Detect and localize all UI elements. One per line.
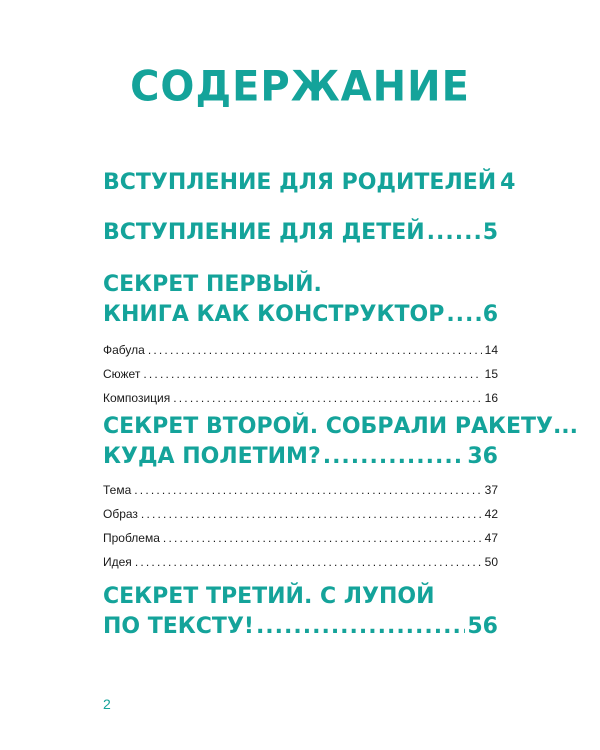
dot-leader [446,300,480,330]
toc-page-number: 36 [467,444,498,469]
toc-subitem[interactable] [103,526,498,550]
toc-subitem[interactable] [103,362,498,386]
dot-leader [134,478,481,502]
toc-subitem-page: 50 [484,555,498,569]
dot-leader [143,362,481,386]
dot-leader [173,386,481,410]
toc-subitem-label: Тема [103,483,132,497]
toc-entry-heading-line: СЕКРЕТ ВТОРОЙ. СОБРАЛИ РАКЕТУ... [103,414,579,439]
toc-subitem[interactable] [103,502,498,526]
toc-entry-secret-two [103,412,579,574]
toc-main-line[interactable] [103,218,498,248]
toc-entry-secret-one [103,270,498,410]
toc-entry-title: ПО ТЕКСТУ! [103,614,254,639]
toc-entry-secret-three [103,582,498,642]
toc-subitem-page: 15 [484,367,498,381]
toc-entry-title: ВСТУПЛЕНИЕ ДЛЯ ДЕТЕЙ [103,220,425,245]
toc-page-number: 4 [500,170,516,195]
toc-subitem-page: 16 [484,391,498,405]
toc-subitem[interactable] [103,550,498,574]
toc-main-line[interactable] [103,168,516,198]
page-number-folio: 2 [103,696,111,712]
toc-subitem-list [103,338,498,410]
toc-entry-title: КУДА ПОЛЕТИМ? [103,444,321,469]
toc-subitem-page: 42 [484,507,498,521]
toc-page-number: 5 [482,220,498,245]
toc-subitem-page: 47 [484,531,498,545]
toc-main-line[interactable] [103,442,498,472]
toc-subitem-page: 37 [484,483,498,497]
toc-entry-heading-line: СЕКРЕТ ПЕРВЫЙ. [103,272,322,297]
toc-title: СОДЕРЖАНИЕ [130,62,470,112]
toc-subitem-label: Фабула [103,343,145,357]
dot-leader [141,502,482,526]
toc-subitem-label: Композиция [103,391,171,405]
toc-subitem[interactable] [103,478,498,502]
toc-subitem-page: 14 [484,343,498,357]
toc-subitem-list [103,478,498,574]
toc-entry-children-intro [103,218,498,248]
toc-entry-parents-intro [103,168,516,198]
dot-leader [323,442,466,472]
toc-entry-title: ВСТУПЛЕНИЕ ДЛЯ РОДИТЕЛЕЙ [103,170,497,195]
toc-entry-title: КНИГА КАК КОНСТРУКТОР [103,302,445,327]
toc-subitem-label: Проблема [103,531,160,545]
dot-leader [427,218,481,248]
dot-leader [148,338,482,362]
toc-subitem[interactable] [103,386,498,410]
toc-subitem[interactable] [103,338,498,362]
dot-leader [135,550,482,574]
toc-entry-heading-line: СЕКРЕТ ТРЕТИЙ. С ЛУПОЙ [103,584,435,609]
dot-leader [256,612,465,642]
toc-page-number: 6 [482,302,498,327]
toc-page-number: 56 [467,614,498,639]
toc-main-line[interactable] [103,300,498,330]
dot-leader [163,526,482,550]
toc-main-line[interactable] [103,612,498,642]
toc-subitem-label: Сюжет [103,367,141,381]
toc-subitem-label: Идея [103,555,132,569]
toc-subitem-label: Образ [103,507,138,521]
